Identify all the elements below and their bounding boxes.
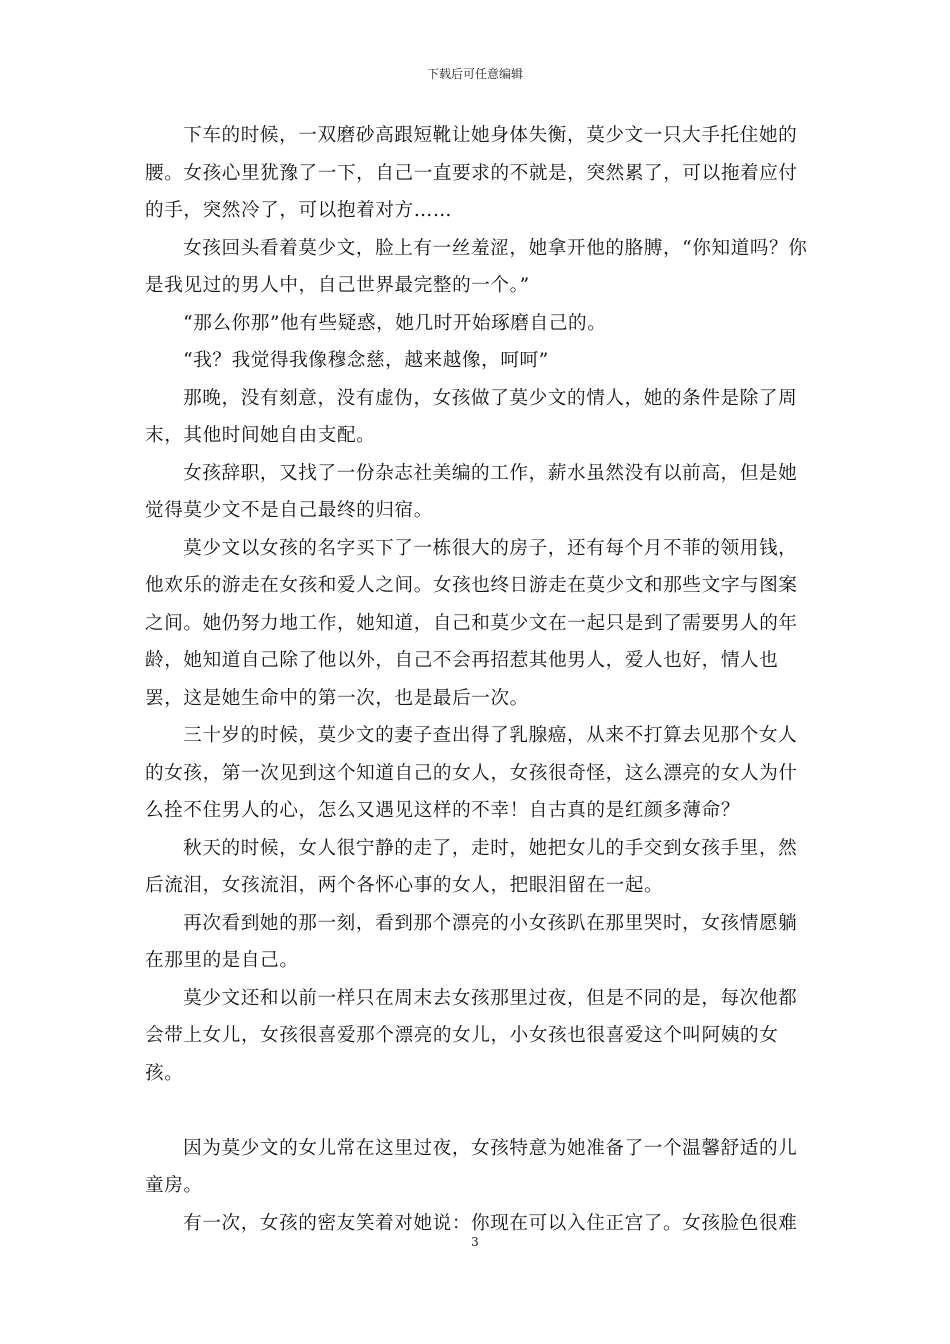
paragraph: “我？我觉得我像穆念慈，越来越像，呵呵”: [183, 350, 549, 371]
paragraph: 那晚，没有刻意，没有虚伪，女孩做了莫少文的情人，她的条件是除了周末，其他时间她自由支配。: [145, 387, 798, 446]
paragraph: 三十岁的时候，莫少文的妻子查出得了乳腺癌，从来不打算去见那个女人的女孩，第一次见到这个知道自己的女人，女孩很奇怪，这么漂亮的女人为什么拴不住男人的心，怎么又遇见这样的不幸！自古真的是红颜多薄命？: [145, 725, 798, 821]
paragraph: “那么你那”他有些疑惑，她几时开始琢磨自己的。: [183, 312, 607, 334]
paragraph: 因为莫少文的女儿常在这里过夜，女孩特意为她准备了一个温馨舒适的儿童房。: [145, 1137, 798, 1196]
paragraph: 女孩回头看着莫少文，脸上有一丝羞涩，她拿开他的胳膊，“你知道吗？你是我见过的男人中，自己世界最完整的一个。”: [145, 237, 808, 296]
paragraph: 莫少文还和以前一样只在周末去女孩那里过夜，但是不同的是，每次他都会带上女儿，女孩很喜爱那个漂亮的女儿，小女孩也很喜爱这个叫阿姨的女孩。: [145, 987, 798, 1084]
paragraph: 有一次，女孩的密友笑着对她说：你现在可以入住正宫了。女孩脸色很难: [183, 1212, 798, 1234]
document-body: [145, 117, 815, 1242]
paragraph: 再次看到她的那一刻，看到那个漂亮的小女孩趴在那里哭时，女孩情愿躺在那里的是自己。: [145, 912, 798, 971]
page-header: 下载后可任意编辑: [426, 67, 523, 81]
page-number: 3: [471, 1235, 479, 1249]
paragraph: 莫少文以女孩的名字买下了一栋很大的房子，还有每个月不菲的领用钱，他欢乐的游走在女孩和爱人之间。女孩也终日游走在莫少文和那些文字与图案之间。她仍努力地工作，她知道，自己和莫少文在一起只是到了需要男人的年龄，她知道自己除了他以外，自己不会再招惹其他男人，爱人也好，情人也罢，这是她生命中的第一次，也是最后一次。: [145, 537, 798, 709]
paragraph: 下车的时候，一双磨砂高跟短靴让她身体失衡，莫少文一只大手托住她的腰。女孩心里犹豫了一下，自己一直要求的不就是，突然累了，可以拖着应付的手，突然冷了，可以抱着对方……: [145, 125, 798, 221]
paragraph: 女孩辞职，又找了一份杂志社美编的工作，薪水虽然没有以前高，但是她觉得莫少文不是自己最终的归宿。: [145, 462, 798, 521]
paragraph: 秋天的时候，女人很宁静的走了，走时，她把女儿的手交到女孩手里，然后流泪，女孩流泪，两个各怀心事的女人，把眼泪留在一起。: [145, 837, 798, 896]
